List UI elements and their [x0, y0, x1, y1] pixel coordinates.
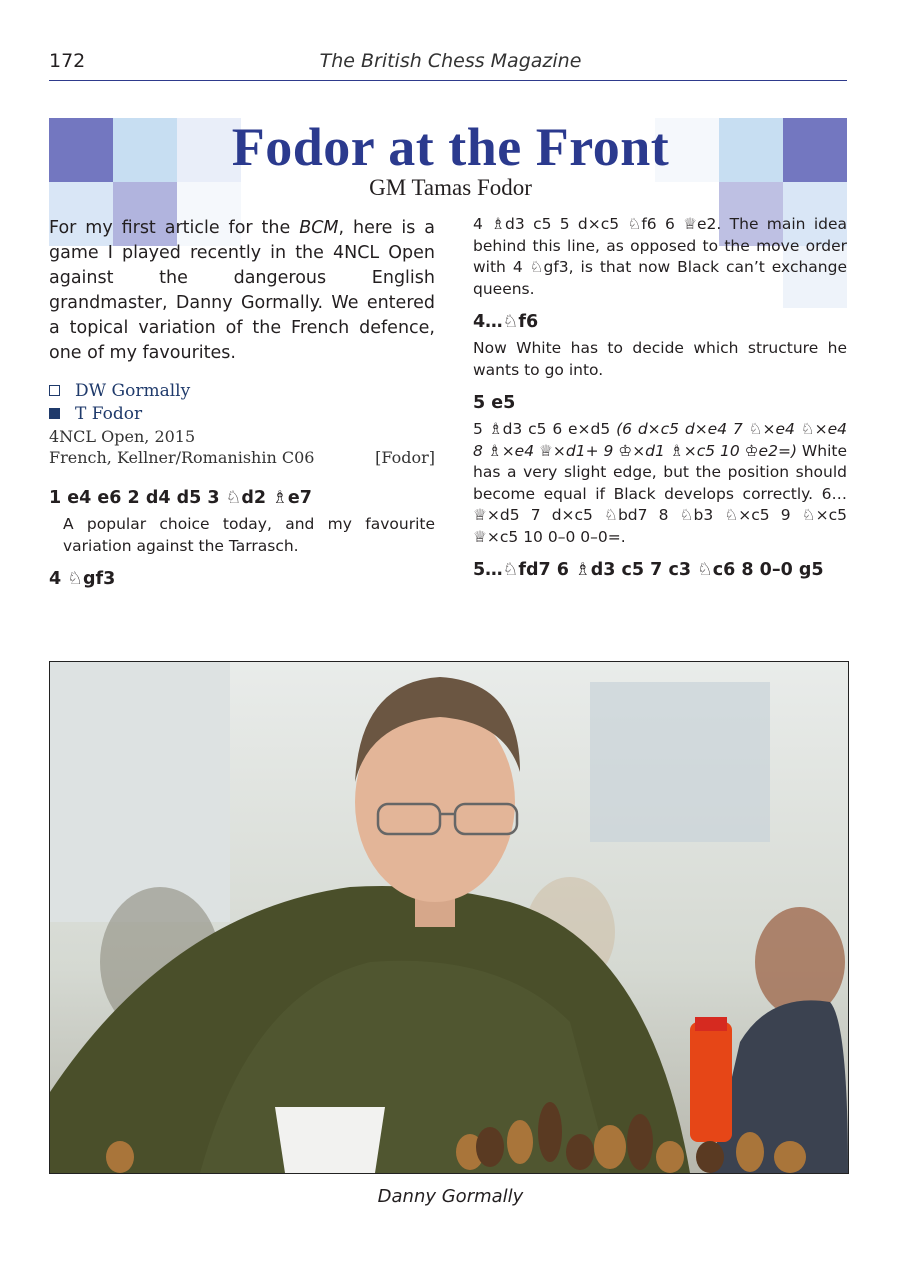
player-photo	[49, 661, 849, 1174]
left-column	[49, 216, 435, 589]
right-column	[473, 214, 847, 580]
move-3: 4…♘f6	[473, 312, 539, 332]
move-1: 1 e4 e6 2 d4 d5 3 ♘d2 ♗e7	[49, 488, 312, 508]
event: 4NCL Open, 2015	[49, 427, 196, 446]
move-4: 5 e5	[473, 393, 516, 413]
photo-illustration	[50, 662, 848, 1173]
note-2: 4 ♗d3 c5 5 d×c5 ♘f6 6 ♕e2. The main idea behind this line, as opposed to the move order with 4 ♘gf3, is that now Black can’t exchange queens.	[473, 215, 847, 298]
article-author: GM Tamas Fodor	[369, 175, 532, 200]
photo-caption: Danny Gormally	[377, 1186, 524, 1207]
note-1: A popular choice today, and my favourite variation against the Tarrasch.	[63, 515, 435, 555]
page-number: 172	[49, 50, 86, 72]
game-header	[49, 380, 435, 468]
intro-paragraph: For my first article for the BCM, here is a game I played recently in the 4NCL Open against the dangerous English grandmaster, Danny Gormally. We entered a topical variation of the French defence, one of my favourites.	[49, 218, 435, 363]
header-rule	[49, 80, 847, 81]
article-title: Fodor at the Front	[231, 117, 670, 177]
black-player: T Fodor	[49, 403, 435, 426]
note-3: Now White has to decide which structure he wants to go into.	[473, 339, 847, 379]
white-player: DW Gormally	[49, 380, 435, 403]
running-head: The British Chess Magazine	[319, 50, 582, 72]
opening-line: French, Kellner/Romanishin C06 [Fodor]	[49, 448, 435, 467]
note-4: 5 ♗d3 c5 6 e×d5 (6 d×c5 d×e4 7 ♘×e4 ♘×e4 8 ♗×e4 ♕×d1+ 9 ♔×d1 ♗×c5 10 ♔e2=) White has a very slight edge, but the position should become equal if Black develops correctly. 6…♕×d5 7 d×c5 ♘bd7 8 ♘b3 ♘×c5 9 ♘×c5 ♕×c5 10 0–0 0–0=.	[473, 420, 848, 546]
move-2: 4 ♘gf3	[49, 569, 116, 589]
move-5: 5…♘fd7 6 ♗d3 c5 7 c3 ♘c6 8 0–0 g5	[473, 560, 824, 580]
